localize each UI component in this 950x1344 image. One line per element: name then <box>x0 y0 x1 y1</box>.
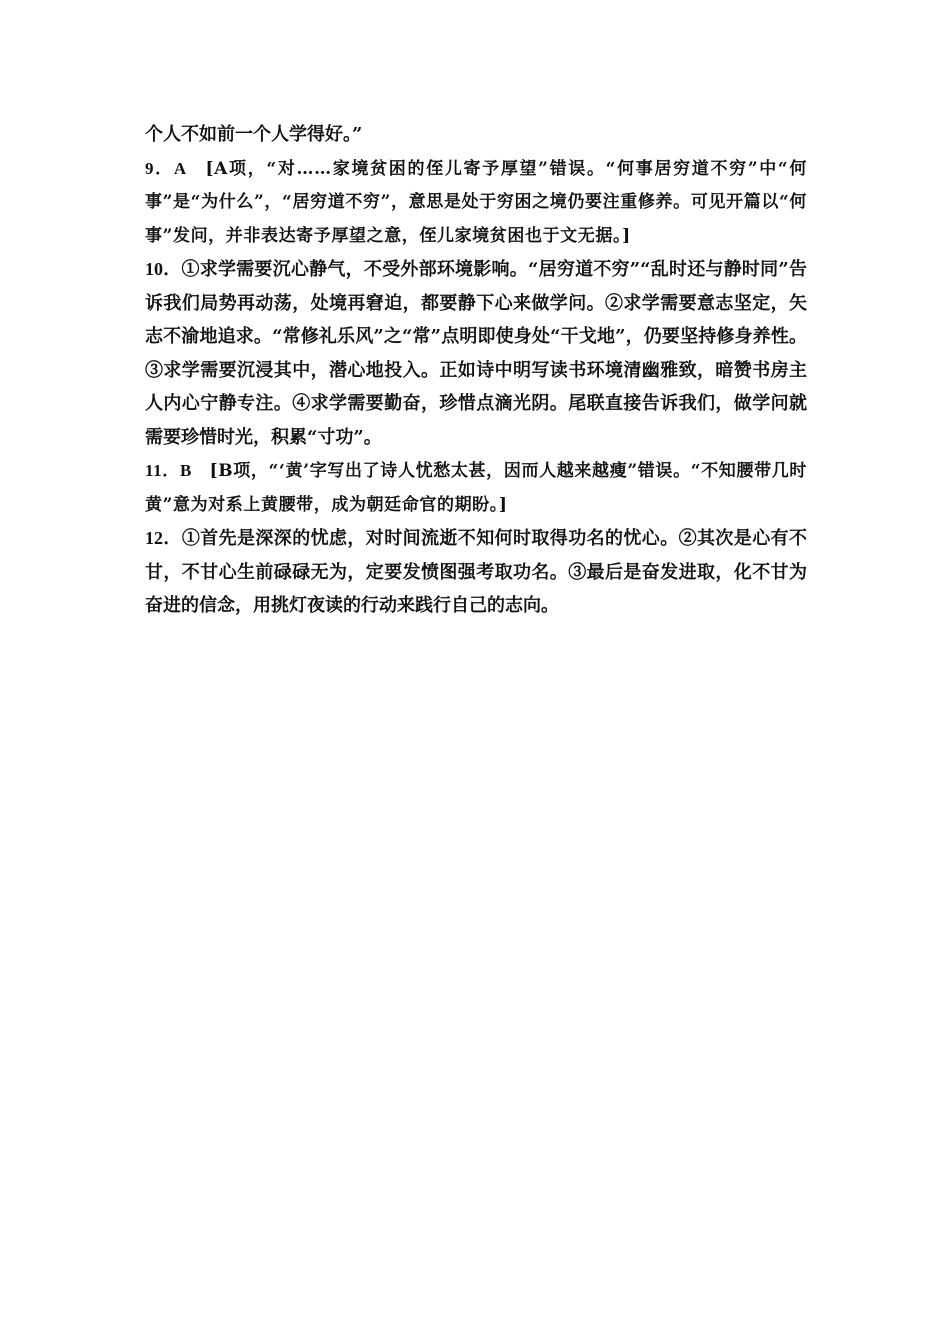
question-number: 11．B <box>145 461 210 480</box>
paragraph-text: ①首先是深深的忧虑，对时间流逝不知何时取得功名的忧心。②其次是心有不甘，不甘心生前碌碌无为，定要发愤图强考取功名。③最后是奋发进取，化不甘为奋进的信念，用挑灯夜读的行动来践行自己的志向。 <box>145 528 808 616</box>
answer-10 <box>145 253 807 454</box>
paragraph-text: [B项，“‘黄’字写出了诗人忧愁太甚，因而人越来越瘦”错误。“不知腰带几时黄”意为对系上黄腰带，成为朝廷命官的期盼。] <box>145 461 807 515</box>
question-number: 9．A <box>145 158 206 178</box>
paragraph-text: [A项，“对……家境贫困的侄儿寄予厚望”错误。“何事居穷道不穷”中“何事”是“为什么”，“居穷道不穷”，意思是处于穷困之境仍要注重修养。可见开篇以“何事”发问，并非表达寄予厚望之意，侄儿家境贫困也于文无据。] <box>145 158 807 246</box>
answer-9 <box>145 152 807 254</box>
question-number: 12． <box>145 528 182 548</box>
question-number: 10． <box>145 259 182 279</box>
answer-document <box>145 118 807 623</box>
paragraph-continuation <box>145 118 807 152</box>
paragraph-text: 个人不如前一个人学得好。” <box>145 124 363 145</box>
answer-11 <box>145 454 807 522</box>
paragraph-text: ①求学需要沉心静气，不受外部环境影响。“居穷道不穷”“乱时还与静时同”告诉我们局势再动荡，处境再窘迫，都要静下心来做学问。②求学需要意志坚定，矢志不渝地追求。“常修礼乐风”之“常”点明即使身处“干戈地”，仍要坚持修身养性。③求学需要沉浸其中，潜心地投入。正如诗中明写读书环境清幽雅致，暗赞书房主人内心宁静专注。④求学需要勤奋，珍惜点滴光阴。尾联直接告诉我们，做学问就需要珍惜时光，积累“寸功”。 <box>145 259 807 448</box>
answer-12 <box>145 522 807 623</box>
